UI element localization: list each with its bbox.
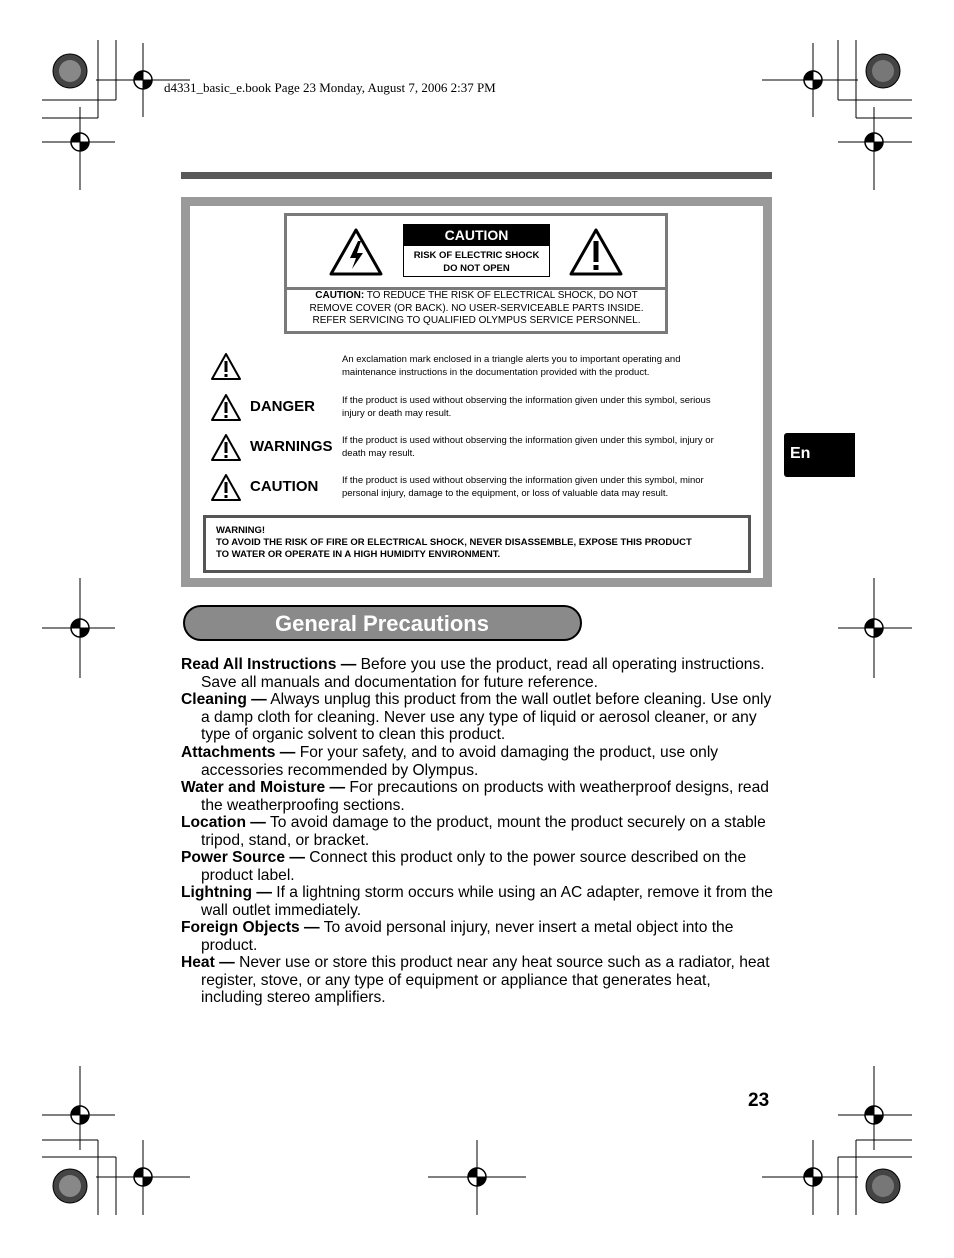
symbol-description-line: injury or death may result. xyxy=(342,408,452,419)
caution-label-box xyxy=(403,224,550,277)
symbol-description-line: maintenance instructions in the documentation provided with the product. xyxy=(342,367,650,378)
precaution-text: For precautions on products with weatherproof designs, read the weatherproofing sections. xyxy=(201,779,769,814)
symbol-description-line: death may result. xyxy=(342,448,415,459)
symbol-label: WARNINGS xyxy=(250,438,333,455)
warning-line: TO AVOID THE RISK OF FIRE OR ELECTRICAL SHOCK, NEVER DISASSEMBLE, EXPOSE THIS PRODUCT xyxy=(216,537,692,548)
caution-text-line: REFER SERVICING TO QUALIFIED OLYMPUS SERVICE PERSONNEL. xyxy=(312,315,641,326)
caution-sub-line: RISK OF ELECTRIC SHOCK xyxy=(413,250,540,261)
precaution-term: Lightning — xyxy=(181,884,272,901)
precaution-term: Power Source — xyxy=(181,849,305,866)
precaution-term: Cleaning — xyxy=(181,691,267,708)
symbol-description xyxy=(342,474,747,500)
caution-sub-line: DO NOT OPEN xyxy=(443,263,510,274)
top-rule xyxy=(181,172,772,179)
precaution-term: Water and Moisture — xyxy=(181,779,346,796)
symbol-description-line: An exclamation mark enclosed in a triangle alerts you to important operating and xyxy=(342,354,681,365)
precaution-text: Before you use the product, read all operating instructions. Save all manuals and documentation for future reference. xyxy=(201,656,765,691)
precaution-item xyxy=(181,779,773,814)
book-header-line: d4331_basic_e.book Page 23 Monday, August 7, 2006 2:37 PM xyxy=(164,80,496,95)
symbol-label: CAUTION xyxy=(250,478,319,495)
precaution-item xyxy=(181,849,773,884)
exclamation-triangle-icon xyxy=(210,473,242,503)
precaution-text: Always unplug this product from the wall outlet before cleaning. Use only a damp cloth for cleaning. Never use any type of liquid or aerosol cleaner, or any type of organic solvent to clean this product. xyxy=(201,691,772,743)
symbol-description xyxy=(342,353,747,379)
precaution-item xyxy=(181,656,773,691)
caution-subtitle xyxy=(404,249,549,275)
precaution-term: Heat — xyxy=(181,954,235,971)
lightning-triangle-icon xyxy=(328,227,384,277)
precaution-term: Read All Instructions — xyxy=(181,656,357,673)
precaution-text: To avoid personal injury, never insert a metal object into the product. xyxy=(201,919,734,954)
warning-line: WARNING! xyxy=(216,525,266,536)
exclamation-triangle-icon xyxy=(210,393,242,423)
exclamation-triangle-icon xyxy=(568,227,624,277)
precaution-term: Location — xyxy=(181,814,266,831)
warning-line: TO WATER OR OPERATE IN A HIGH HUMIDITY ENVIRONMENT. xyxy=(216,549,501,560)
caution-text-bold: CAUTION: xyxy=(315,290,365,301)
symbol-description-line: If the product is used without observing the information given under this symbol, serious xyxy=(342,395,711,406)
language-tab xyxy=(784,433,855,477)
warning-box xyxy=(203,515,751,573)
exclamation-triangle-icon xyxy=(210,433,242,463)
symbol-description xyxy=(342,394,747,420)
precaution-text: For your safety, and to avoid damaging the product, use only accessories recommended by Olympus. xyxy=(201,744,719,779)
language-tab-label: En xyxy=(790,445,811,462)
precaution-item xyxy=(181,954,773,1007)
section-title: General Precautions xyxy=(275,611,489,636)
caution-text-line: TO REDUCE THE RISK OF ELECTRICAL SHOCK, DO NOT xyxy=(364,290,638,301)
symbol-description-line: If the product is used without observing the information given under this symbol, injury or xyxy=(342,435,714,446)
section-banner xyxy=(183,605,582,641)
precaution-term: Foreign Objects — xyxy=(181,919,320,936)
caution-title: CAUTION xyxy=(404,225,549,246)
symbol-description-line: If the product is used without observing the information given under this symbol, minor xyxy=(342,475,704,486)
symbol-description-line: personal injury, damage to the equipment, or loss of valuable data may result. xyxy=(342,488,669,499)
symbol-description xyxy=(342,434,747,460)
precaution-text: If a lightning storm occurs while using an AC adapter, remove it from the wall outlet immediately. xyxy=(201,884,773,919)
caution-text-line: REMOVE COVER (OR BACK). NO USER-SERVICEABLE PARTS INSIDE. xyxy=(309,302,644,314)
precaution-text: Connect this product only to the power source described on the product label. xyxy=(201,849,747,884)
precaution-item xyxy=(181,919,773,954)
precaution-term: Attachments — xyxy=(181,744,296,761)
symbol-label: DANGER xyxy=(250,398,316,415)
page-number: 23 xyxy=(748,1090,770,1111)
precaution-item xyxy=(181,884,773,919)
precaution-item xyxy=(181,744,773,779)
precaution-text: Never use or store this product near any heat source such as a radiator, heat register, stove, or any type of equipment or appliance that generates heat, including stereo amplifiers. xyxy=(201,954,770,1006)
precaution-item xyxy=(181,814,773,849)
caution-instruction-text xyxy=(290,290,663,328)
precaution-item xyxy=(181,691,773,744)
precaution-text: To avoid damage to the product, mount the product securely on a stable tripod, stand, or bracket. xyxy=(201,814,766,849)
exclamation-triangle-icon xyxy=(210,352,242,382)
